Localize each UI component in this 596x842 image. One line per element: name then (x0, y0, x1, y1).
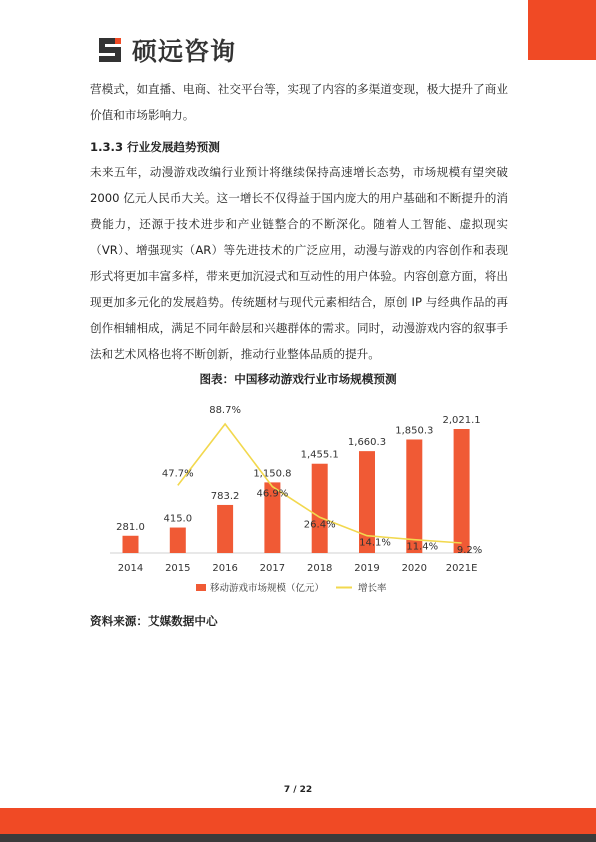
growth-rate-label: 47.7% (161, 468, 194, 480)
bar-value-label: 281.0 (116, 521, 145, 533)
x-tick-label: 2014 (117, 563, 144, 574)
x-tick-label: 2021E (445, 563, 478, 574)
bar (454, 429, 470, 553)
bar-value-label: 783.2 (210, 490, 240, 502)
section-heading: 1.3.3 行业发展趋势预测 (90, 140, 220, 154)
growth-rate-label: 26.4% (303, 519, 336, 531)
legend-line-label: 增长率 (358, 583, 387, 594)
footer-strip (0, 834, 596, 842)
growth-rate-label: 14.1% (359, 537, 391, 549)
x-tick-label: 2016 (212, 563, 238, 574)
bar-value-label: 1,150.8 (253, 468, 292, 480)
source-note: 资料来源：艾媒数据中心 (90, 614, 218, 628)
x-tick-label: 2017 (259, 563, 286, 574)
chart-title: 图表：中国移动游戏行业市场规模预测 (199, 372, 397, 386)
footer-bar (0, 808, 596, 834)
legend-bar-label: 移动游戏市场规模（亿元） (210, 583, 325, 594)
market-size-chart (100, 398, 500, 613)
x-tick-label: 2015 (165, 563, 191, 574)
page-number: 7 / 22 (283, 785, 313, 795)
bar (312, 464, 328, 553)
bar (406, 439, 422, 553)
bar-value-label: 1,850.3 (395, 425, 434, 437)
paragraph-2: 未来五年，动漫游戏改编行业预计将继续保持高速增长态势，市场规模有望突破 2000 亿元人民币大关。这一增长不仅得益于国内庞大的用户基础和不断提升的消费能力，还源于技术进步和产业链整合的不断深化。随着人工智能、虚拟现实（VR）、增强现实（AR）等先进技术的广泛应用，动漫与游戏的内容创作和表现形式将更加丰富多样，带来更加沉浸式和互动性的用户体验。内容创意方面，将出现更加多元化的发展趋势。传统题材与现代元素相结合，原创 IP 与经典作品的再创作相辅相成，满足不同年龄层和兴趣群体的需求。同时，动漫游戏内容的叙事手法和艺术风格也将不断创新，推动行业整体品质的提升。 (90, 165, 508, 361)
growth-rate-label: 9.2% (456, 545, 483, 556)
bar-value-label: 415.0 (163, 513, 193, 525)
logo-icon (96, 35, 126, 65)
bar-value-label: 1,660.3 (347, 437, 387, 449)
brand-name: 硕远咨询 (132, 37, 237, 66)
x-tick-label: 2019 (354, 563, 380, 574)
brand-logo (96, 32, 236, 68)
bar (123, 536, 139, 553)
paragraph-1: 营模式，如直播、电商、社交平台等，实现了内容的多渠道变现，极大提升了商业价值和市场影响力。 (90, 82, 508, 122)
bar-value-label: 1,455.1 (300, 449, 339, 461)
x-tick-label: 2020 (401, 563, 428, 574)
growth-rate-label: 88.7% (209, 405, 241, 416)
growth-rate-label: 46.9% (256, 488, 289, 500)
legend-bar-swatch (196, 584, 206, 591)
bar (170, 528, 186, 553)
bar (217, 505, 233, 553)
corner-accent (528, 0, 596, 60)
bar-value-label: 2,021.1 (442, 415, 481, 426)
x-tick-label: 2018 (306, 563, 333, 574)
growth-rate-label: 11.4% (406, 541, 439, 553)
